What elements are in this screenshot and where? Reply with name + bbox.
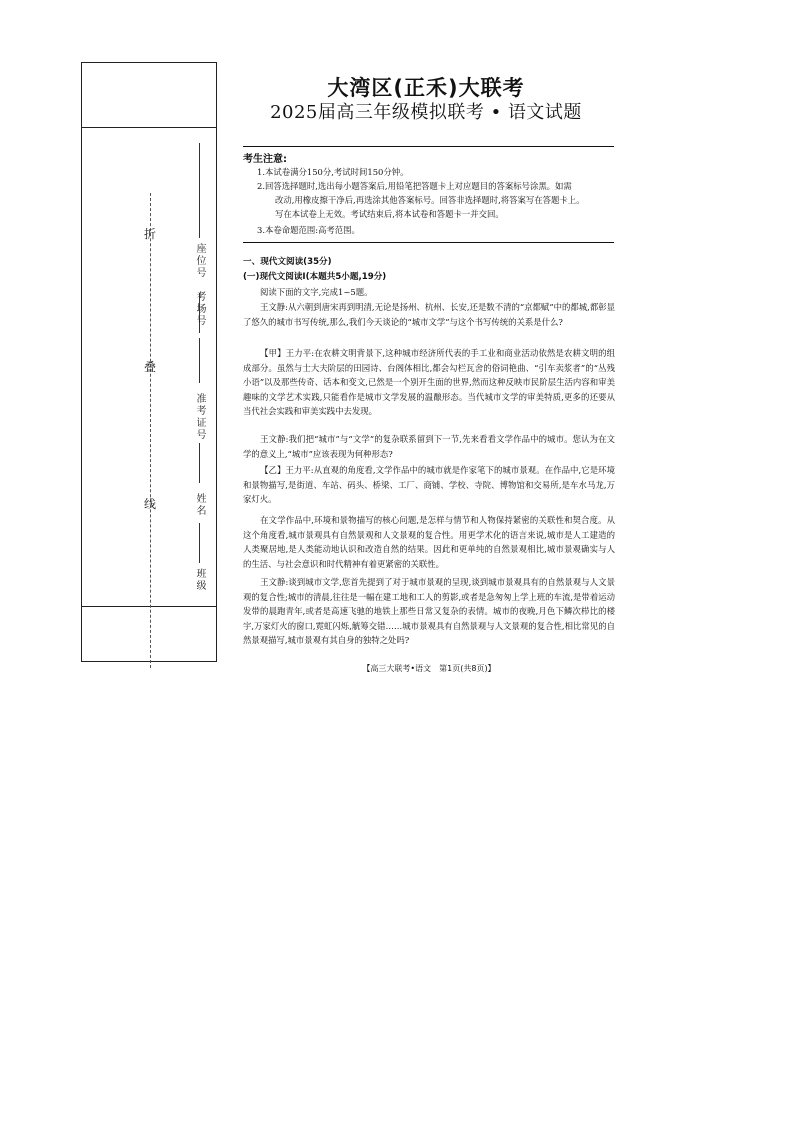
- section-subheading: (一)现代文阅读Ⅰ(本题共5小题,19分): [243, 272, 387, 282]
- binding-strip: [81, 62, 217, 662]
- fold-label: 折: [144, 227, 157, 241]
- field-exam-room: 考场号: [194, 291, 205, 327]
- field-line: [199, 443, 200, 483]
- instruction: 阅读下面的文字,完成1~5题。: [260, 287, 373, 297]
- passage-paragraph: 王文静:谈到城市文学,您首先提到了对于城市景观的呈现,谈到城市景观具有的自然景观与人文景观的复合性;城市的清晨,往往是一幅在建工地和工人的剪影,或者是急匆匆上学上班的车流,是带着运动发带的晨跑青年,或者是高速飞驰的地铁上那些日常又复杂的表情。城市的夜晚,月色下鳞次栉比的楼宇,万家灯火的窗口,霓虹闪烁,觥筹交错……城市景观具有自然景观与人文景观的复合性,相比常见的自然景观描写,城市景观有其自身的独特之处吗?: [243, 577, 615, 646]
- section-heading: 一、现代文阅读(35分): [243, 257, 332, 267]
- page-footer: 【高三大联考•语文 第1页(共8页)】: [362, 664, 496, 673]
- binding-divider: [82, 606, 216, 607]
- field-line: [199, 523, 200, 563]
- fold-label: 线: [144, 497, 157, 511]
- field-name: 姓名: [194, 493, 205, 517]
- notice-item: 1.本试卷满分150分,考试时间150分钟。: [257, 167, 409, 177]
- field-line: [199, 338, 200, 383]
- passage-paragraph: 王文静:我们把“城市”与“文学”的复杂联系留到下一节,先来看看文学作品中的城市。您认为在文学的意义上,“城市”应该表现为何种形态?: [243, 434, 615, 459]
- exam-subtitle: 2025届高三年级模拟联考 • 语文试题: [270, 102, 582, 123]
- binding-divider: [82, 127, 216, 128]
- fold-label: 叠: [144, 360, 157, 374]
- field-line: [199, 143, 200, 238]
- field-seat-number: 座位号: [194, 243, 205, 279]
- exam-title: 大湾区(正禾)大联考: [327, 76, 525, 100]
- field-admission-number: 准考证号: [194, 393, 205, 441]
- notice-item: 2.回答选择题时,选出每小题答案后,用铅笔把答题卡上对应题目的答案标号涂黑。如需: [257, 181, 572, 191]
- passage-paragraph: 【甲】王力平:在农耕文明背景下,这种城市经济所代表的手工业和商业活动依然是农耕文明的组成部分。虽然与士大夫阶层的田园诗、台阁体相比,都会勾栏瓦舍的俗词艳曲、“引车卖浆者”的“丛残小语”以及那些传奇、话本和变文,已然是一个别开生面的世界,然而这种反映市民阶层生活内容和审美趣味的文学艺术实践,只能看作是城市文学发展的温酿形态。当代城市文学的审美特质,更多的还要从当代社会实践和审美实践中去发现。: [243, 348, 615, 417]
- passage-paragraph: 王文静:从六朝到唐宋再到明清,无论是扬州、杭州、长安,还是数不清的“京都赋”中的都城,都彰显了悠久的城市书写传统,那么,我们今天谈论的“城市文学”与这个书写传统的关系是什么?: [243, 302, 615, 327]
- passage-paragraph: 【乙】王力平:从直观的角度看,文学作品中的城市就是作家笔下的城市景观。在作品中,它是环境和景物描写,是街道、车站、码头、桥梁、工厂、商铺、学校、寺院、博物馆和交易所,是车水马龙,万家灯火。: [243, 465, 615, 505]
- passage-paragraph: 在文学作品中,环境和景物描写的核心问题,是怎样与情节和人物保持紧密的关联性和契合度。从这个角度看,城市景观具有自然景观和人文景观的复合性。用更学术化的语言来说,城市是人工建造的人类聚居地,是人类能动地认识和改造自然的结果。因此和更单纯的自然景观相比,城市景观确实与人的生活、与社会意识和时代精神有着更紧密的关联性。: [243, 515, 615, 569]
- notice-bottom-rule: [243, 242, 614, 243]
- notice-title: 考生注意:: [243, 154, 287, 165]
- fold-dashed-line: [150, 193, 151, 668]
- notice-item: 改动,用橡皮擦干净后,再选涂其他答案标号。回答非选择题时,将答案写在答题卡上。: [275, 195, 585, 205]
- field-class: 班级: [194, 568, 205, 592]
- notice-item: 写在本试卷上无效。考试结束后,将本试卷和答题卡一并交回。: [275, 209, 504, 219]
- top-rule: [243, 146, 614, 147]
- notice-item: 3.本卷命题范围:高考范围。: [257, 225, 360, 235]
